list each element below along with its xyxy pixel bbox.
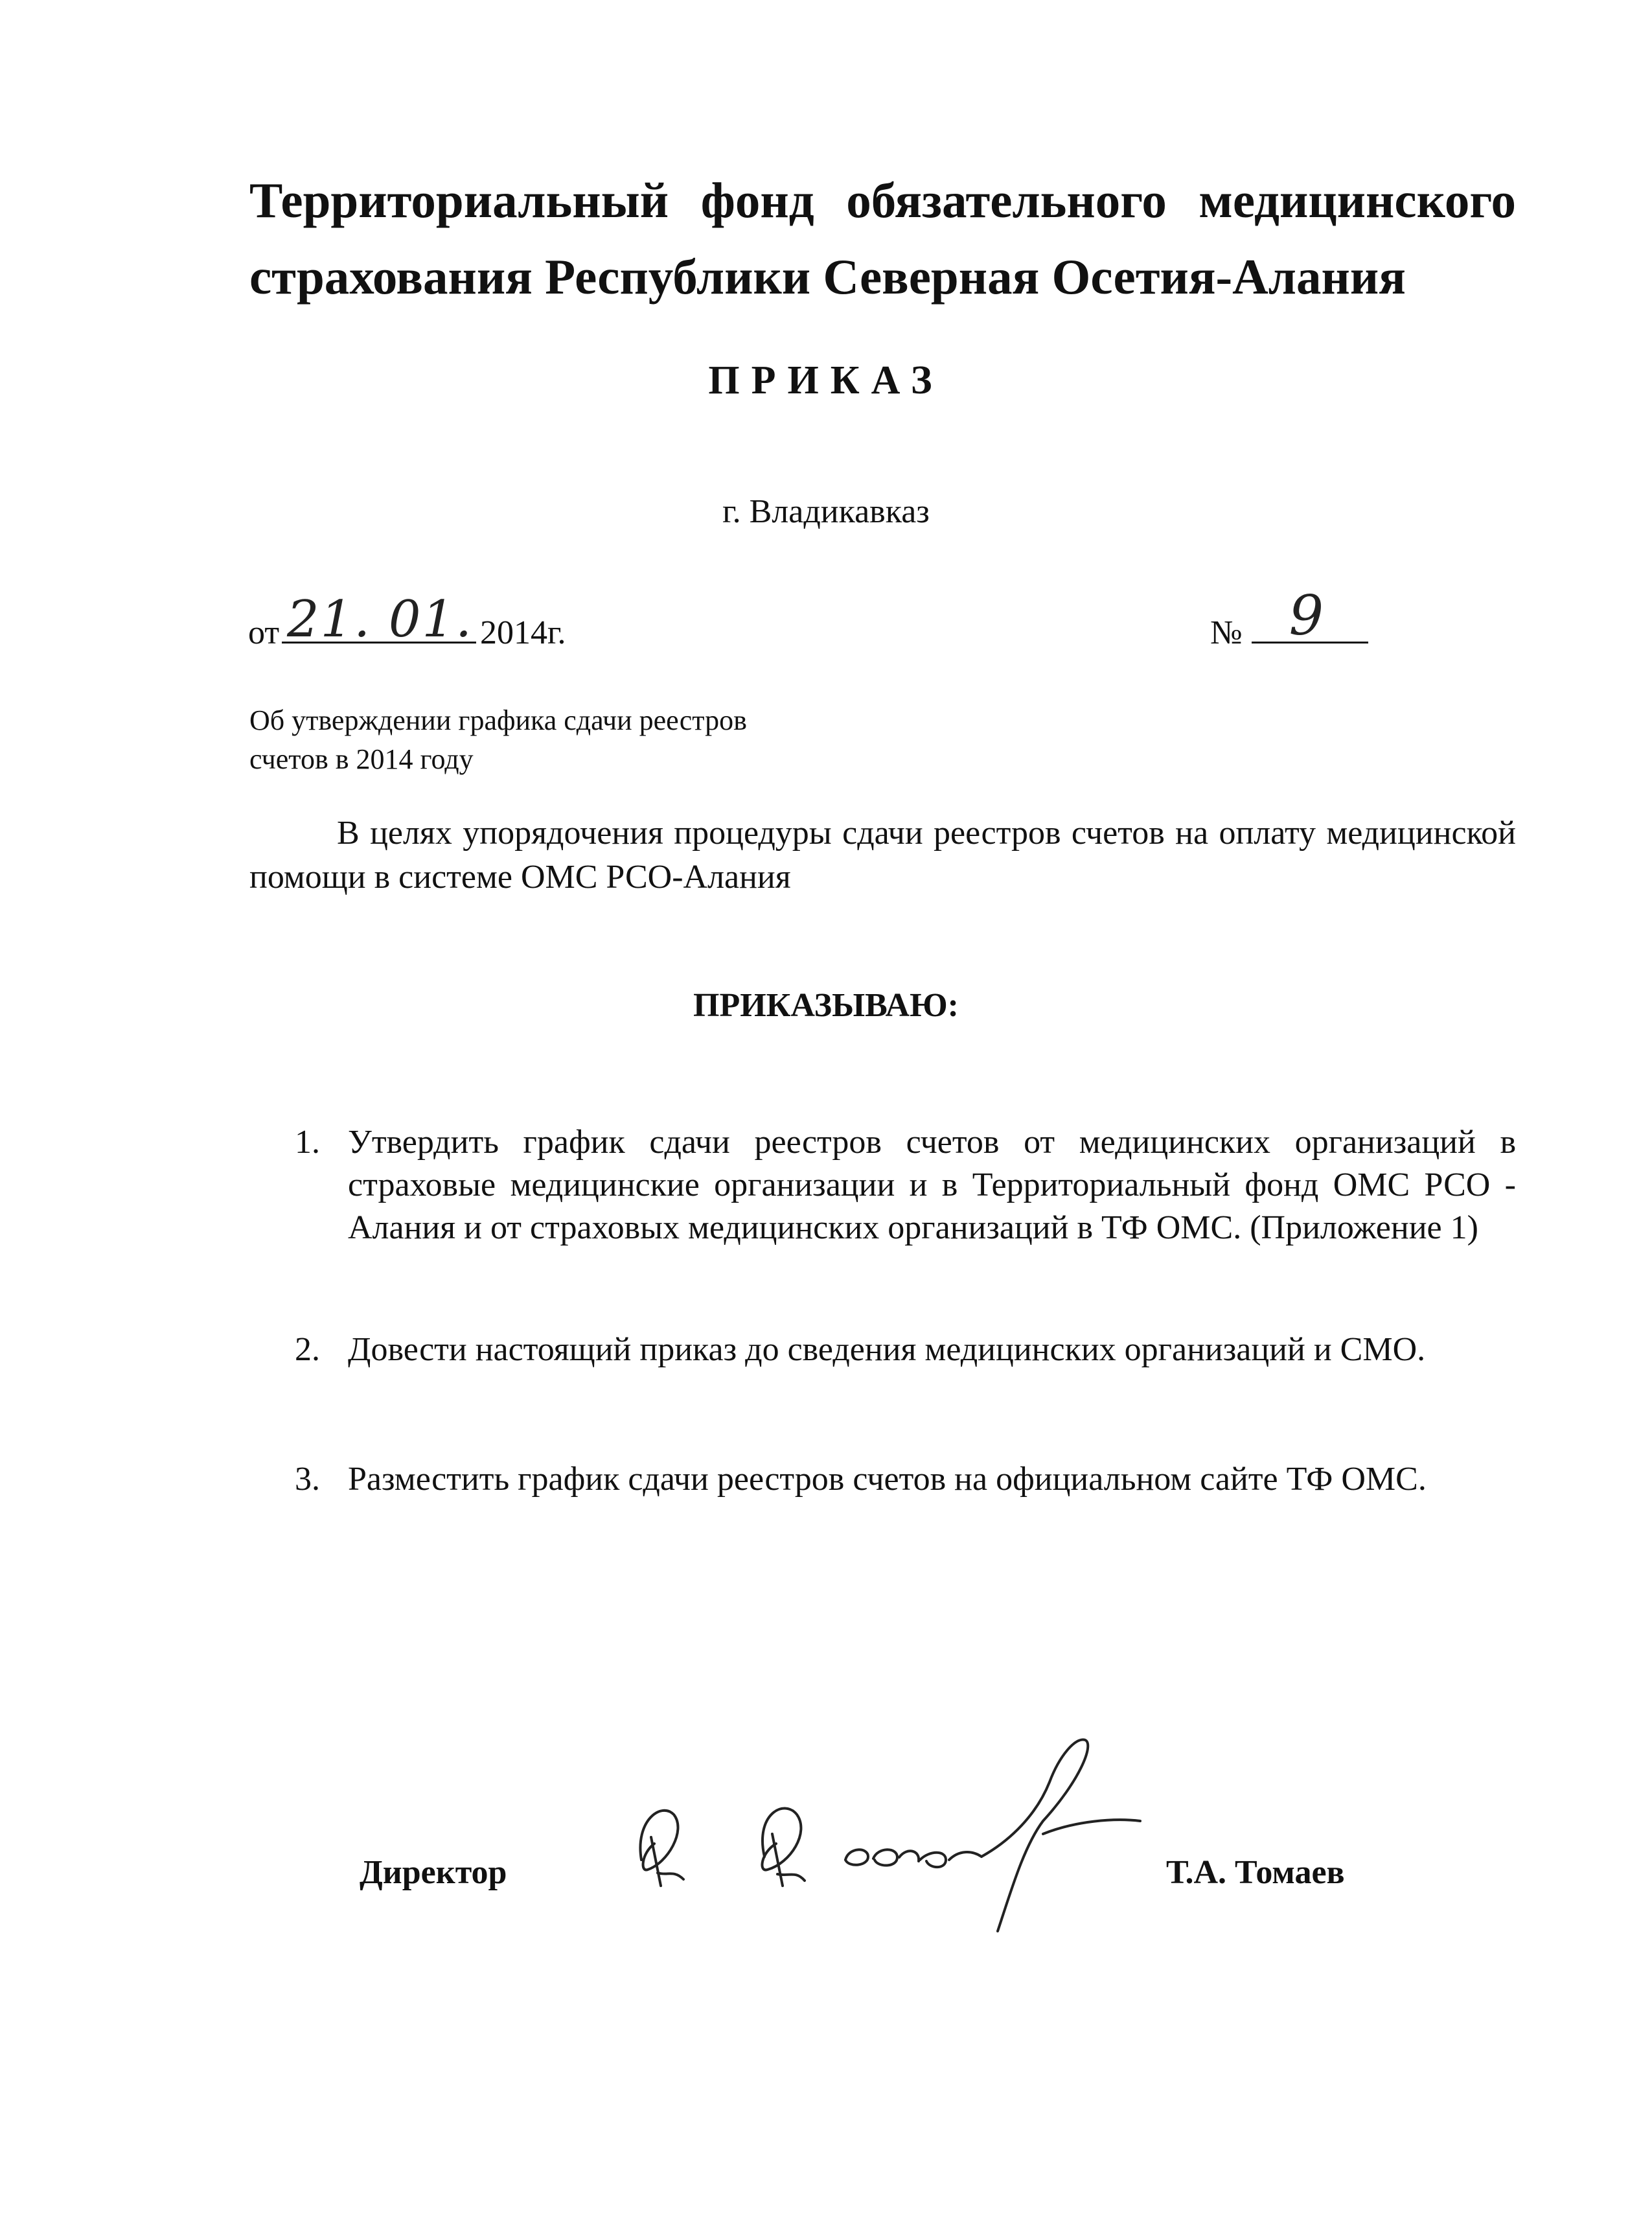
date-prefix: от	[248, 614, 280, 651]
signatory-name: Т.А. Томаев	[1166, 1854, 1345, 1891]
list-item	[295, 1458, 1516, 1501]
list-item	[295, 1121, 1516, 1249]
city-line: г. Владикавказ	[722, 493, 930, 530]
date-year: 2014г.	[480, 614, 566, 651]
list-item-text: Утвердить график сдачи реестров счетов от медицинских организаций в страховые медицинские организации и в Территориальный фонд ОМС РСО - Алания и от страховых медицинских организаций в ТФ ОМС. (Приложение 1)	[348, 1124, 1516, 1246]
date-line	[248, 590, 566, 659]
date-blank	[282, 590, 476, 649]
list-item	[295, 1328, 1516, 1371]
list-item-number: 1.	[295, 1124, 320, 1161]
number-blank	[1252, 584, 1368, 647]
number-label: №	[1210, 614, 1243, 651]
signatory-position: Директор	[360, 1854, 507, 1891]
list-item-number: 2.	[295, 1331, 320, 1368]
handwritten-number: 9	[1289, 584, 1325, 647]
order-number-line	[1210, 584, 1368, 659]
list-item-text: Довести настоящий приказ до сведения медицинских организаций и СМО.	[348, 1331, 1426, 1368]
command-heading: ПРИКАЗЫВАЮ:	[693, 987, 959, 1024]
organization-title: Территориальный фонд обязательного медицинского страхования Республики Северная Осетия-Алания	[249, 172, 1516, 305]
document-type-title: ПРИКАЗ	[708, 358, 944, 402]
handwritten-date: 21. 01.	[287, 590, 473, 649]
list-item-number: 3.	[295, 1461, 320, 1498]
order-subject: Об утверждении графика сдачи реестров счетов в 2014 году	[249, 704, 747, 775]
handwritten-signature	[622, 1724, 1153, 1938]
list-item-text: Разместить график сдачи реестров счетов на официальном сайте ТФ ОМС.	[348, 1461, 1427, 1498]
intro-paragraph: В целях упорядочения процедуры сдачи реестров счетов на оплату медицинской помощи в системе ОМС РСО-Алания	[249, 815, 1516, 896]
